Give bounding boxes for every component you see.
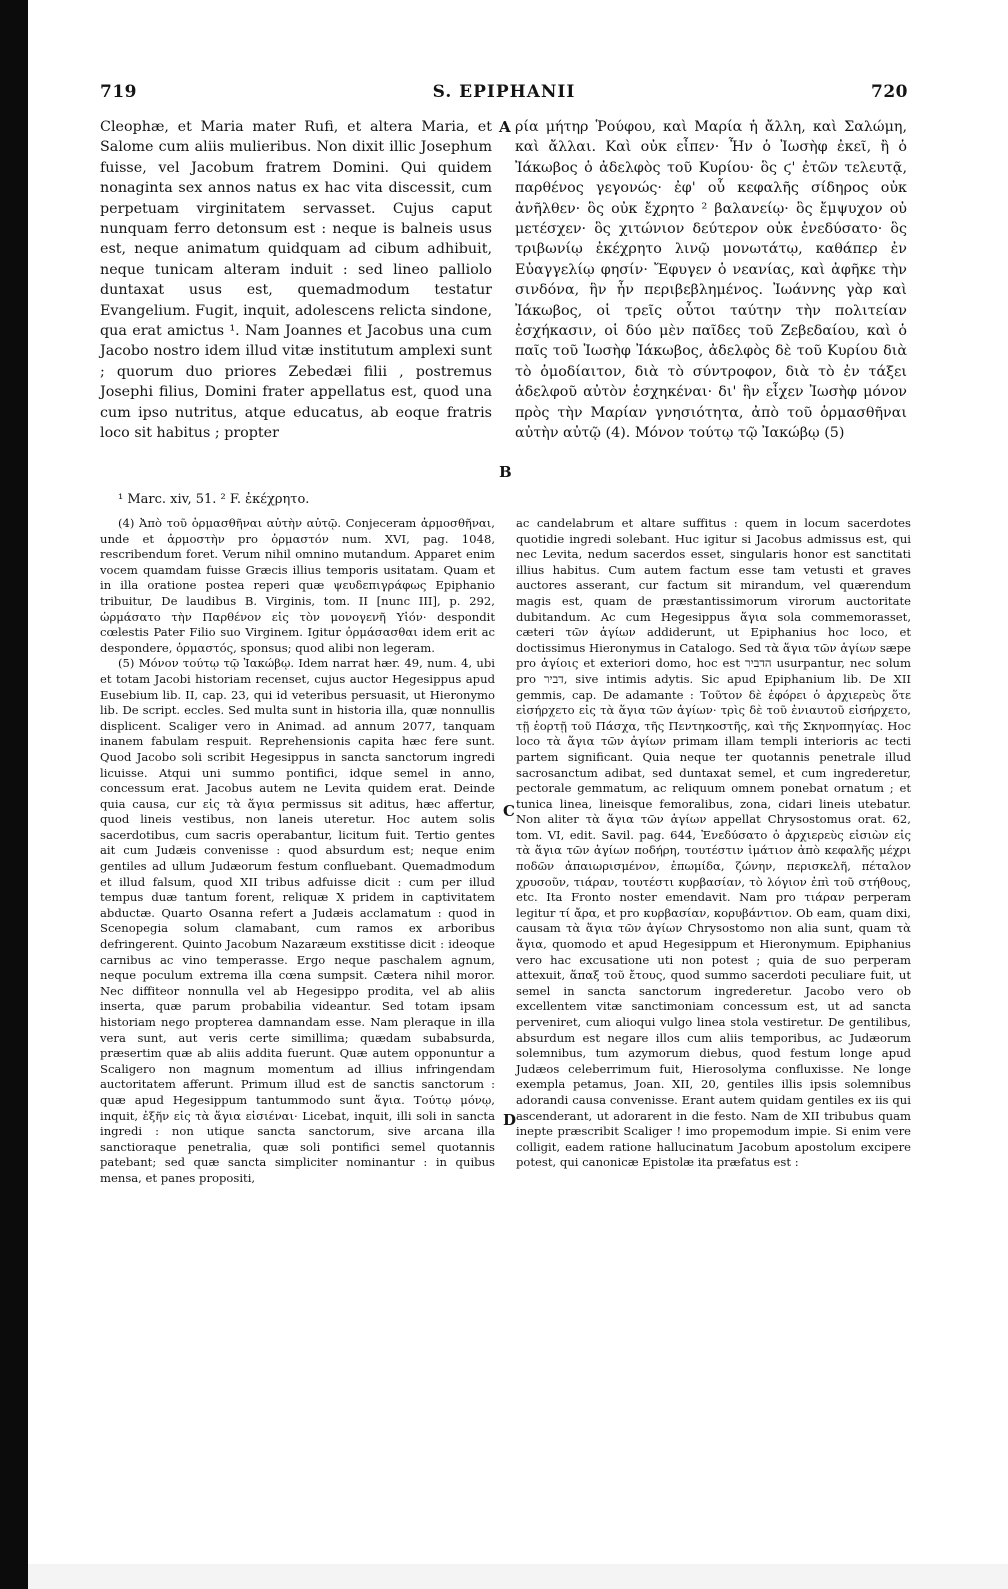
- note-5: (5) Μόνον τούτῳ τῷ Ἰακώβῳ. Idem narrat hær. 49, num. 4, ubi et totam Jacobi historiam recenset, cujus auctor Hegesippus apud Eusebium lib. II, cap. 23, qui id veteribus persuasit, ut Hieronymo lib. De script. eccles. Sed multa sunt in historia illa, quæ nonnullis displicent. Scaliger vero in Animad. ad annum 2077, tanquam inanem fabulam respuit. Reprehensionis capita hæc fere sunt. Quod Jacobo soli scribit Hegesippus in sancta sanctorum ingredi licuisse. Atqui uni summo pontifici, idque semel in anno, concessum erat. Jacobus autem ne Levita quidem erat. Deinde quia causa, cur εἰς τὰ ἅγια permissus sit aditus, hæc affertur, quod lineis vestibus, non laneis uteretur. Hoc autem solis sacerdotibus, cum sacris operabantur, licitum fuit. Tertio gentes ait cum Judæis convenisse : quod absurdum est; neque enim gentiles ad ullum Judæorum festum confluebant. Quemadmodum et illud falsum, quod XII tribus adfuisse dicit : cum per illud tempus duæ tantum forent, reliquæ X pridem in captivitatem abductæ. Quarto Osanna refert a Judæis acclamatum : quod in Scenopegia solum clamabant, cum ramos ex arboribus defringerent. Quinto Jacobum Nazaræum exstitisse dicit : ideoque carnibus ac vino temperasse. Ergo neque paschalem agnum, neque poculum extrema illa cœna sumpsit. Cætera nihil moror. Nec diffiteor nonnulla vel ab Hegesippo prodita, vel ab aliis inserta, quæ parum probabilia videantur. Sed totam ipsam historiam nego propterea damnandam esse. Nam pleraque in illa vera sunt, aut veris certe simillima; quædam subabsurda, præsertim quæ ab aliis addita fuerunt. Quæ autem opponuntur a Scaligero non magnum momentum ad illius infringendam auctoritatem afferunt. Primum illud est de sanctis sanctorum : quæ apud Hegesippum tantummodo sunt ἅγια. Τούτῳ μόνῳ, inquit, ἐξῆν εἰς τὰ ἅγια εἰσιέναι· Licebat, inquit, illi soli in sancta ingredi : non utique sancta sanctorum, sive arcana illa sanctioraque penetralia, quæ soli pontifici semel quotannis patebant; sed quæ sancta simpliciter nominantur : in quibus mensa, et panes propositi,: [100, 656, 495, 1185]
- scan-edge-bottom: [28, 1564, 1008, 1589]
- page-number-left: 719: [100, 82, 137, 102]
- margin-marker-a: A: [499, 118, 511, 136]
- scan-edge-left: [0, 0, 28, 1589]
- note-4: (4) Ἀπὸ τοῦ ὁρμασθῆναι αὐτὴν αὐτῷ. Conjeceram ἁρμοσθῆναι, unde et ἁρμοστὴν pro ὁρμαστόν num. XVI, pag. 1048, rescribendum foret. Verum nihil omnino mutandum. Apparet enim vocem quamdam fuisse Græcis illius temporis usitatam. Quam et in illa oratione postea reperi quæ ψευδεπιγράφως Epiphanio tribuitur, De laudibus B. Virginis, tom. II [nunc III], p. 292, ὡρμάσατο τὴν Παρθένον εἰς τὸν μονογενῆ Υἱόν· despondit cœlestis Pater Filio suo Virginem. Igitur ὁρμάσασθαι idem erit ac desponderе, ὁρμαστός, sponsus; quod alibi non legeram.: [100, 516, 495, 655]
- margin-marker-c: C: [503, 802, 515, 820]
- margin-marker-b: B: [499, 463, 512, 481]
- page-number-right: 720: [871, 82, 908, 102]
- footnote: ¹ Marc. xiv, 51. ² F. ἐκέχρητο.: [118, 492, 310, 507]
- greek-text-column: ρία μήτηρ Ῥούφου, καὶ Μαρία ἡ ἄλλη, καὶ Σαλώμη, καὶ ἄλλαι. Καὶ οὐκ εἶπεν· Ἦν ὁ Ἰωσὴφ ἐκεῖ, ἢ ὁ Ἰάκωβος ὁ ἀδελφὸς τοῦ Κυρίου· ὃς ϛ' ἐτῶν τελευτᾷ, παρθένος γεγονώς· ἐφ' οὗ κεφαλῆς σίδηρος οὐκ ἀνῆλθεν· ὃς οὐκ ἔχρητο ² βαλανείῳ· ὃς ἔμψυχον οὐ μετέσχεν· ὃς χιτώνιον δεύτερον οὐκ ἐνεδύσατο· ὃς τριβωνίῳ ἐκέχρητο λινῷ μονωτάτῳ, καθάπερ ἐν Εὐαγγελίῳ φησίν· Ἔφυγεν ὁ νεανίας, καὶ ἀφῆκε τὴν σινδόνα, ἣν ἦν περιβεβλημένος. Ἰωάννης γὰρ καὶ Ἰάκωβος, οἱ τρεῖς οὗτοι ταύτην τὴν πολιτείαν ἐσχήκασιν, οἱ δύο μὲν παῖδες τοῦ Ζεβεδαίου, καὶ ὁ παῖς τοῦ Ἰωσὴφ Ἰάκωβος, ἀδελφὸς δὲ τοῦ Κυρίου διὰ τὸ ὁμοδίαιτον, διὰ τὸ σύντροφον, διὰ τὸ ἐν τάξει ἀδελφοῦ αὐτὸν ἐσχηκέναι· δι' ἣν εἶχεν Ἰωσὴφ μόνον πρὸς τὴν Μαρίαν γνησιότητα, ἀπὸ τοῦ ὁρμασθῆναι αὐτὴν αὐτῷ (4). Μόνον τούτῳ τῷ Ἰακώβῳ (5): [515, 119, 907, 442]
- latin-text-column: Cleophæ, et Maria mater Rufi, et altera Maria, et Salome cum aliis mulieribus. Non dixit illic Josephum fuisse, vel Jacobum fratrem Domini. Qui quidem nonaginta sex annos natus ex hac vita discessit, cum perpetuam virginitatem servasset. Cujus caput nunquam ferro detonsum est : neque is balneis usus est, neque animatum quidquam ad cibum adhibuit, neque tunicam alteram induit : sed lineo palliolo duntaxat usus est, quemadmodum testatur Evangelium. Fugit, inquit, adolescens relicta sindone, qua erat amictus ¹. Nam Joannes et Jacobus una cum Jacobo nostro idem illud vitæ institutum amplexi sunt ; quorum duo priores Zebedæi filii , postremus Josephi filius, Domini frater appellatus est, quod una cum ipso nutritus, atque educatus, ab eoque fratris loco sit habitus ; propter: [100, 119, 492, 442]
- running-head: S. EPIPHANII: [432, 82, 576, 102]
- margin-marker-d: D: [503, 1111, 517, 1129]
- notes-right-column: ac candelabrum et altare suffitus : quem in locum sacerdotes quotidie ingredi solebant. Huc igitur si Jacobus admissus est, qui nec Levita, nedum sacerdos esset, singularis honor est sanctitati illius habitus. Cum autem factum esse tam vetusti et graves auctores asserant, cur factum sit mirandum, vel quærendum magis est, quam de præstantissimorum virorum auctoritate dubitandum. Ac cum Hegesippus ἅγια sola commemorasset, cæteri τῶν ἁγίων addiderunt, ut Epiphanius hoc loco, et doctissimus Hieronymus in Catalogo. Sed τὰ ἅγια τῶν ἁγίων sæpe pro ἁγίοις et exteriori domo, hoc est הדביר usurpantur, nec solum pro דביר, sive intimis adytis. Sic apud Epiphanium lib. De XII gemmis, cap. De adamante : Τοῦτον δὲ ἐφόρει ὁ ἀρχιερεὺς ὅτε εἰσήρχετο εἰς τὰ ἅγια τῶν ἁγίων· τρὶς δὲ τοῦ ἐνιαυτοῦ εἰσήρχετο, τῇ ἑορτῇ τοῦ Πάσχα, τῆς Πεντηκοστῆς, καὶ τῆς Σκηνοπηγίας. Hoc loco τὰ ἅγια τῶν ἁγίων primam illam templi interioris ac tecti partem significant. Quia neque ter quotannis penetrale illud sacrosanctum adibat, sed duntaxat semel, et cum ingrederetur, pectorale gemmatum, ac reliquum omnem ponebat ornatum ; et tunica linea, lineisque femoralibus, zona, cidari lineis utebatur. Non aliter τὰ ἅγια τῶν ἁγίων appellat Chrysostomus orat. 62, tom. VI, edit. Savil. pag. 644, Ἐνεδύσατο ὁ ἀρχιερεὺς εἰσιὼν εἰς τὰ ἅγια τῶν ἁγίων ποδήρη, τουτέστιν ἱμάτιον ἀπὸ κεφαλῆς μέχρι ποδῶν ἀπαιωρισμένον, ἐπωμίδα, ζώνην, περισκελῆ, πέταλον χρυσοῦν, τιάραν, τουτέστι κυρβασίαν, τὸ λόγιον ἐπὶ τοῦ στήθους, etc. Ita Fronto noster emendavit. Nam pro τιάραν perperam legitur τί ἄρα, et pro κυρβασίαν, κορυβάντιον. Ob eam, quam dixi, causam τὰ ἅγια τῶν ἁγίων Chrysostomo non alia sunt, quam τὰ ἅγια, quomodo et apud Hegesippum et Hieronymum. Epiphanius vero hac excusatione uti non potest ; quia de suo perperam attexuit, ἅπαξ τοῦ ἔτους, quod summo sacerdoti peculiare fuit, ut semel in sancta sanctorum ingrederetur. Jacobo vero ob excellentem vitæ sanctimoniam concessum est, ut ad sancta perveniret, cum alioqui vulgo linea stola vestiretur. De gentilibus, absurdum est negare illos cum aliis temporibus, ac Judæorum solemnibus, tum azymorum diebus, quod festum longe apud Judæos celeberrimum fuit, Hierosolyma confluxisse. Ne longe exempla petamus, Joan. XII, 20, gentiles illis ipsis solemnibus adorandi causa convenisse. Erant autem quidam gentiles ex iis qui ascenderant, ut adorarent in die festo. Nam de XII tribubus quam inepte præscribit Scaliger ! imo propemodum impie. Si enim vere colligit, eadem ratione hallucinatum Jacobum apostolum excipere potest, qui canonicæ Epistolæ ita præfatus est :: [516, 516, 911, 1170]
- notes-left-column: [100, 516, 495, 1187]
